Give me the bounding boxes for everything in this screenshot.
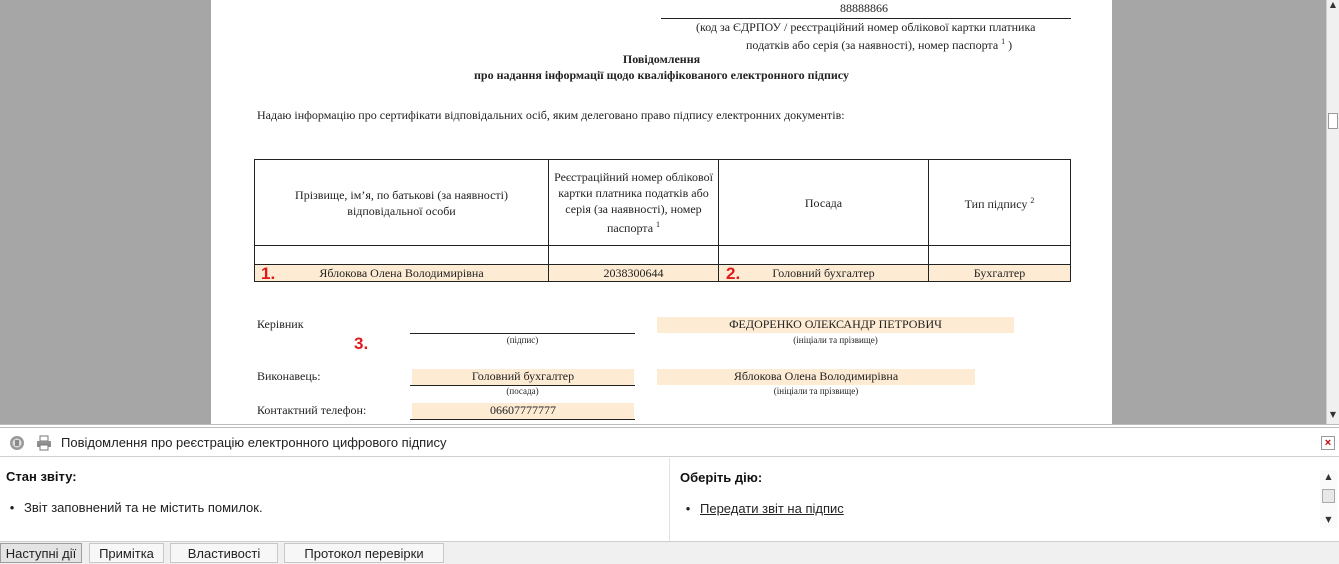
panel-scroll-up-icon[interactable]: ▲ xyxy=(1325,472,1332,481)
status-heading: Стан звіту: xyxy=(6,469,77,484)
send-for-signing-link[interactable]: Передати звіт на підпис xyxy=(700,501,844,516)
report-status-icon[interactable] xyxy=(9,435,25,451)
edrpou-value: 88888866 xyxy=(840,1,888,15)
phone-line xyxy=(410,419,635,420)
executor-name[interactable]: Яблокова Олена Володимирівна xyxy=(657,369,975,385)
panel-title-bar xyxy=(0,428,1339,457)
director-initials-caption: (ініціали та прізвище) xyxy=(793,335,878,345)
cell-name[interactable]: Яблокова Олена Володимирівна xyxy=(255,265,549,282)
document-scrollbar[interactable] xyxy=(1326,0,1339,424)
panel-scrollbar[interactable] xyxy=(1320,470,1337,528)
table-header-row xyxy=(255,160,1071,246)
edrpou-caption-line2: податків або серія (за наявності), номер паспорта $^1$ ) xyxy=(746,37,1013,52)
table-empty-row xyxy=(255,246,1071,265)
executor-initials-caption: (ініціали та прізвище) xyxy=(773,386,859,396)
panel-title: Повідомлення про реєстрацію електронного цифрового підпису xyxy=(61,435,447,450)
scroll-up-icon[interactable]: ▲ xyxy=(1329,0,1337,9)
marker-1: 1. xyxy=(261,264,276,283)
tab-validation-log[interactable]: Протокол перевірки xyxy=(284,543,444,563)
signature-caption: (підпис) xyxy=(506,335,539,345)
close-icon[interactable]: × xyxy=(1321,436,1335,450)
panel-scroll-thumb[interactable] xyxy=(1322,489,1335,503)
edrpou-underline xyxy=(661,18,1071,19)
phone-value[interactable]: 06607777777 xyxy=(412,403,634,419)
header-name: Прізвище, ім’я, по батькові (за наявності) відповідальної особи xyxy=(255,160,549,246)
intro-text: Надаю інформацію про сертифікати відповідальних осіб, яким делеговано право підпису електронних документів: xyxy=(257,108,845,122)
marker-2: 2. xyxy=(726,264,741,283)
action-section xyxy=(670,458,1320,541)
header-sigtype: Тип підпису $^2$ xyxy=(929,160,1071,246)
header-regnum: Реєстраційний номер облікової картки платника податків або серія (за наявності), номер паспорта $^1$ xyxy=(549,160,719,246)
phone-label: Контактний телефон: xyxy=(257,403,367,417)
cell-regnum[interactable]: 2038300644 xyxy=(549,265,719,282)
tab-next-actions[interactable]: Наступні дії xyxy=(0,543,82,563)
list-item: • Передати звіт на підпис xyxy=(685,501,844,516)
signature-line xyxy=(410,333,635,334)
executor-position[interactable]: Головний бухгалтер xyxy=(412,369,634,385)
tab-properties[interactable]: Властивості xyxy=(170,543,278,563)
panel-scroll-down-icon[interactable]: ▼ xyxy=(1325,515,1332,524)
doc-title: Повідомлення xyxy=(622,52,701,66)
director-name[interactable]: ФЕДОРЕНКО ОЛЕКСАНДР ПЕТРОВИЧ xyxy=(657,317,1014,333)
director-label: Керівник xyxy=(257,317,304,331)
status-section xyxy=(0,458,670,541)
doc-subtitle: про надання інформації щодо кваліфікованого електронного підпису xyxy=(474,68,849,82)
header-position: Посада xyxy=(719,160,929,246)
action-heading: Оберіть дію: xyxy=(680,470,763,485)
table-row xyxy=(255,265,1071,282)
position-caption: (посада) xyxy=(506,386,539,396)
printer-icon[interactable] xyxy=(36,435,52,451)
report-page xyxy=(211,0,1112,424)
edrpou-caption-line1: (код за ЄДРПОУ / реєстраційний номер облікової картки платника xyxy=(696,20,1036,34)
list-item: • Звіт заповнений та не містить помилок. xyxy=(9,500,263,515)
certificates-table xyxy=(254,159,1071,282)
cell-position[interactable]: Головний бухгалтер xyxy=(719,265,929,282)
marker-3: 3. xyxy=(354,334,369,353)
executor-label: Виконавець: xyxy=(257,369,321,383)
cell-sigtype[interactable]: Бухгалтер xyxy=(929,265,1071,282)
tab-note[interactable]: Примітка xyxy=(89,543,164,563)
bottom-tab-bar xyxy=(0,541,1339,564)
scroll-down-icon[interactable]: ▼ xyxy=(1329,410,1337,419)
scroll-thumb[interactable] xyxy=(1328,113,1338,129)
